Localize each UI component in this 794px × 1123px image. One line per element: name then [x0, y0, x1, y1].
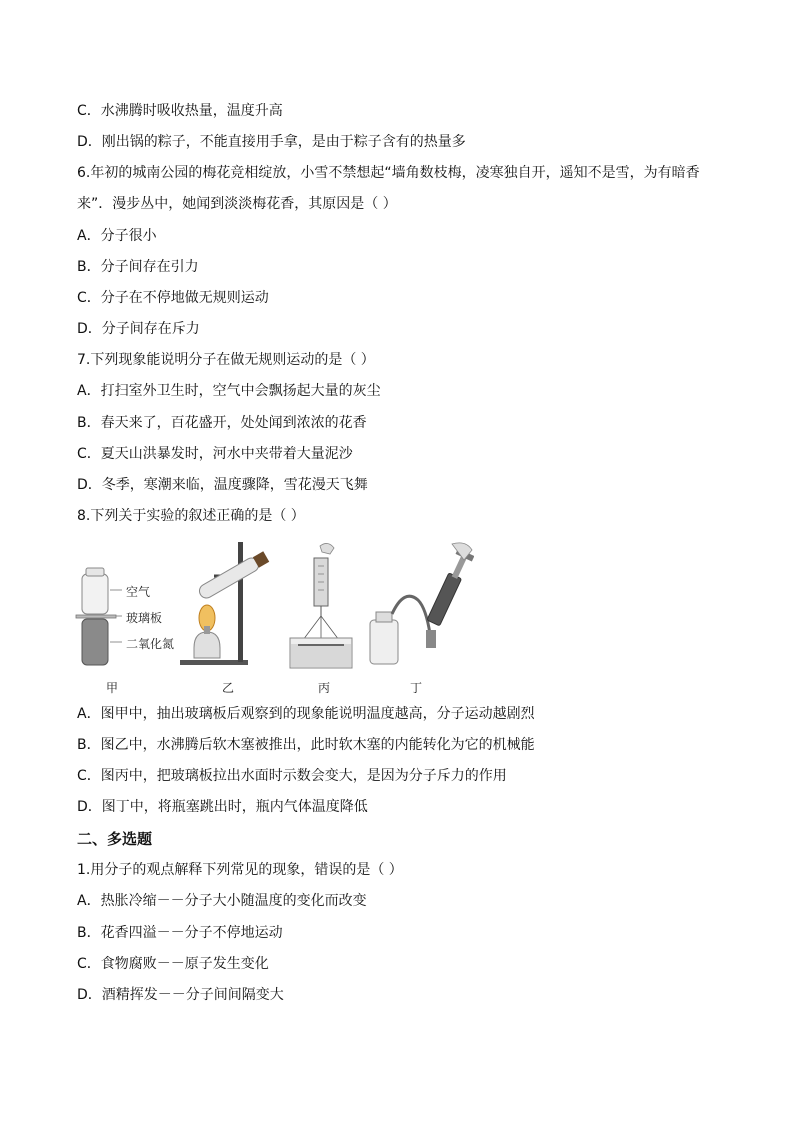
q5-option-d: D．刚出锅的粽子，不能直接用手拿，是由于粽子含有的热量多 [77, 134, 466, 150]
q6-option-c: C．分子在不停地做无规则运动 [77, 290, 269, 306]
label-glass-plate: 玻璃板 [126, 611, 163, 625]
q7-option-a: A．打扫室外卫生时，空气中会飘扬起大量的灰尘 [77, 383, 381, 399]
q7-option-d: D．冬季，寒潮来临，温度骤降，雪花漫天飞舞 [77, 477, 368, 493]
label-ding: 丁 [410, 681, 423, 695]
label-bing: 丙 [318, 681, 331, 695]
q6-option-b: B．分子间存在引力 [77, 259, 199, 275]
spring-scale-icon [290, 543, 352, 668]
section-title-multiple-choice: 二、多选题 [77, 830, 153, 848]
test-tube-stand-icon [180, 542, 270, 665]
q7-stem: 7.下列现象能说明分子在做无规则运动的是（ ） [77, 352, 375, 368]
q8-option-d: D．图丁中，将瓶塞跳出时，瓶内气体温度降低 [77, 799, 368, 815]
mq1-option-a: A．热胀冷缩－－分子大小随温度的变化而改变 [77, 893, 367, 909]
q8-experiment-figure [74, 538, 474, 698]
mq1-option-c: C．食物腐败－－原子发生变化 [77, 956, 269, 972]
mq1-option-b: B．花香四溢－－分子不停地运动 [77, 925, 283, 941]
q5-option-c: C．水沸腾时吸收热量，温度升高 [77, 103, 283, 119]
mq1-option-d: D．酒精挥发－－分子间间隔变大 [77, 987, 284, 1003]
q7-option-c: C．夏天山洪暴发时，河水中夹带着大量泥沙 [77, 446, 353, 462]
q8-option-c: C．图丙中，把玻璃板拉出水面时示数会变大，是因为分子斥力的作用 [77, 768, 507, 784]
q8-stem: 8.下列关于实验的叙述正确的是（ ） [77, 508, 305, 524]
q6-stem-line1: 6.年初的城南公园的梅花竞相绽放，小雪不禁想起“墙角数枝梅，凌寒独自开，遥知不是雪，为有暗香 [77, 165, 700, 181]
label-jia: 甲 [106, 681, 119, 695]
diffusion-jars-icon [76, 568, 122, 665]
q6-option-d: D．分子间存在斥力 [77, 321, 200, 337]
label-nitrogen-dioxide: 二氧化氮 [126, 637, 175, 651]
q7-option-b: B．春天来了，百花盛开，处处闻到浓浓的花香 [77, 415, 367, 431]
mq1-stem: 1.用分子的观点解释下列常见的现象，错误的是（ ） [77, 862, 403, 878]
q6-stem-line2: 来”．漫步丛中，她闻到淡淡梅花香，其原因是（ ） [77, 196, 397, 212]
experiment-illustrations [74, 538, 474, 698]
q6-option-a: A．分子很小 [77, 228, 157, 244]
bottle-pump-icon [370, 543, 474, 664]
label-yi: 乙 [222, 681, 235, 695]
q8-option-a: A．图甲中，抽出玻璃板后观察到的现象能说明温度越高，分子运动越剧烈 [77, 706, 535, 722]
q8-option-b: B．图乙中，水沸腾后软木塞被推出，此时软木塞的内能转化为它的机械能 [77, 737, 535, 753]
label-air: 空气 [126, 585, 151, 599]
